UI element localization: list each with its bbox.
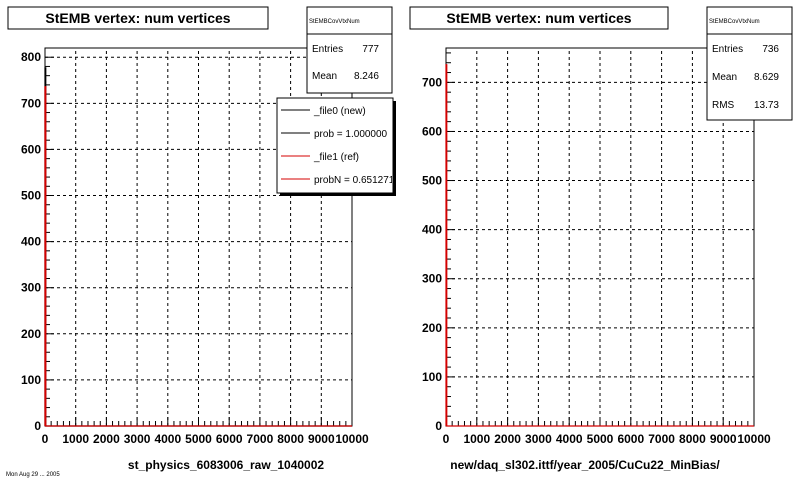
- right-xtick-label: 3000: [525, 432, 552, 446]
- legend-entry-0: _file0 (new): [314, 106, 366, 117]
- left-ytick-label: 200: [20, 326, 41, 341]
- right-xtick-label: 6000: [617, 432, 645, 446]
- right-ytick-label: 700: [421, 75, 442, 90]
- left-stats-entries-label: Entries: [312, 44, 344, 55]
- right-chart: [410, 7, 792, 472]
- left-stats-box: [307, 7, 392, 93]
- right-xtick-label: 5000: [586, 432, 614, 446]
- right-xtick-label: 4000: [555, 432, 583, 446]
- footer-text: Mon Aug 29 ... 2005: [6, 472, 60, 478]
- right-stats-entries-label: Entries: [712, 44, 744, 55]
- left-xtick-label: 6000: [215, 432, 243, 446]
- right-stats-entries-value: 736: [762, 44, 779, 55]
- right-ytick-label: 200: [421, 320, 442, 335]
- right-stats-rms-label: RMS: [712, 100, 735, 111]
- left-ytick-label: 100: [20, 372, 41, 387]
- left-xtick-label: 1000: [62, 432, 90, 446]
- legend-entry-1: prob = 1.000000: [314, 129, 388, 140]
- left-ytick-label: 400: [20, 234, 41, 249]
- right-ytick-labels: [422, 75, 442, 433]
- left-xtick-label: 7000: [246, 432, 274, 446]
- left-stats-name: StEMBCovVtxNum: [309, 19, 360, 25]
- right-xtick-labels: [443, 432, 771, 446]
- left-xtick-labels: [42, 432, 369, 446]
- right-ytick-label: 300: [421, 271, 442, 286]
- legend-entry-2: _file1 (ref): [314, 152, 360, 163]
- left-xtick-label: 3000: [123, 432, 151, 446]
- right-stats-box: [707, 7, 792, 120]
- right-ytick-label: 500: [421, 173, 442, 188]
- right-ytick-label: 400: [421, 222, 442, 237]
- left-xtick-label: 5000: [185, 432, 212, 446]
- right-ytick-label: 600: [421, 124, 442, 139]
- left-x-axis-title: st_physics_6083006_raw_1040002: [127, 458, 325, 472]
- right-xtick-label: 9000: [709, 432, 737, 446]
- left-chart-title: StEMB vertex: num vertices: [45, 10, 231, 26]
- left-xtick-label: 8000: [277, 432, 304, 446]
- right-stats-name: StEMBCovVtxNum: [709, 19, 760, 25]
- left-xtick-label: 0: [41, 432, 49, 446]
- right-stats-rms-value: 13.73: [753, 100, 779, 111]
- left-stats-mean-label: Mean: [312, 71, 338, 82]
- left-xtick-label: 9000: [307, 432, 335, 446]
- left-chart: [6, 7, 396, 478]
- right-xtick-label: 8000: [679, 432, 706, 446]
- right-xtick-label: 7000: [648, 432, 675, 446]
- right-ytick-label: 0: [435, 419, 442, 433]
- right-xtick-label: 1000: [463, 432, 491, 446]
- right-x-axis-title: new/daq_sl302.ittf/year_2005/CuCu22_MinBias/: [450, 458, 720, 472]
- left-ytick-labels: [21, 50, 41, 433]
- left-xtick-label: 10000: [335, 432, 369, 446]
- left-legend: [277, 98, 396, 196]
- right-xtick-label: 2000: [494, 432, 521, 446]
- right-ytick-label: 100: [421, 369, 442, 384]
- left-ytick-label: 700: [20, 96, 41, 111]
- left-ytick-label: 800: [20, 50, 41, 65]
- left-stats-entries-value: 777: [362, 44, 379, 55]
- right-xtick-label: 0: [442, 432, 450, 446]
- left-xtick-label: 4000: [154, 432, 182, 446]
- left-ytick-label: 0: [34, 419, 41, 433]
- right-chart-title: StEMB vertex: num vertices: [446, 10, 632, 26]
- legend-entry-3: probN = 0.651271: [314, 175, 395, 186]
- left-xtick-label: 2000: [93, 432, 120, 446]
- left-ytick-label: 600: [20, 142, 41, 157]
- left-stats-mean-value: 8.246: [353, 71, 379, 82]
- left-ytick-label: 500: [20, 188, 41, 203]
- left-ytick-label: 300: [20, 280, 41, 295]
- right-stats-mean-label: Mean: [712, 72, 738, 83]
- right-stats-mean-value: 8.629: [753, 72, 779, 83]
- right-xtick-label: 10000: [737, 432, 771, 446]
